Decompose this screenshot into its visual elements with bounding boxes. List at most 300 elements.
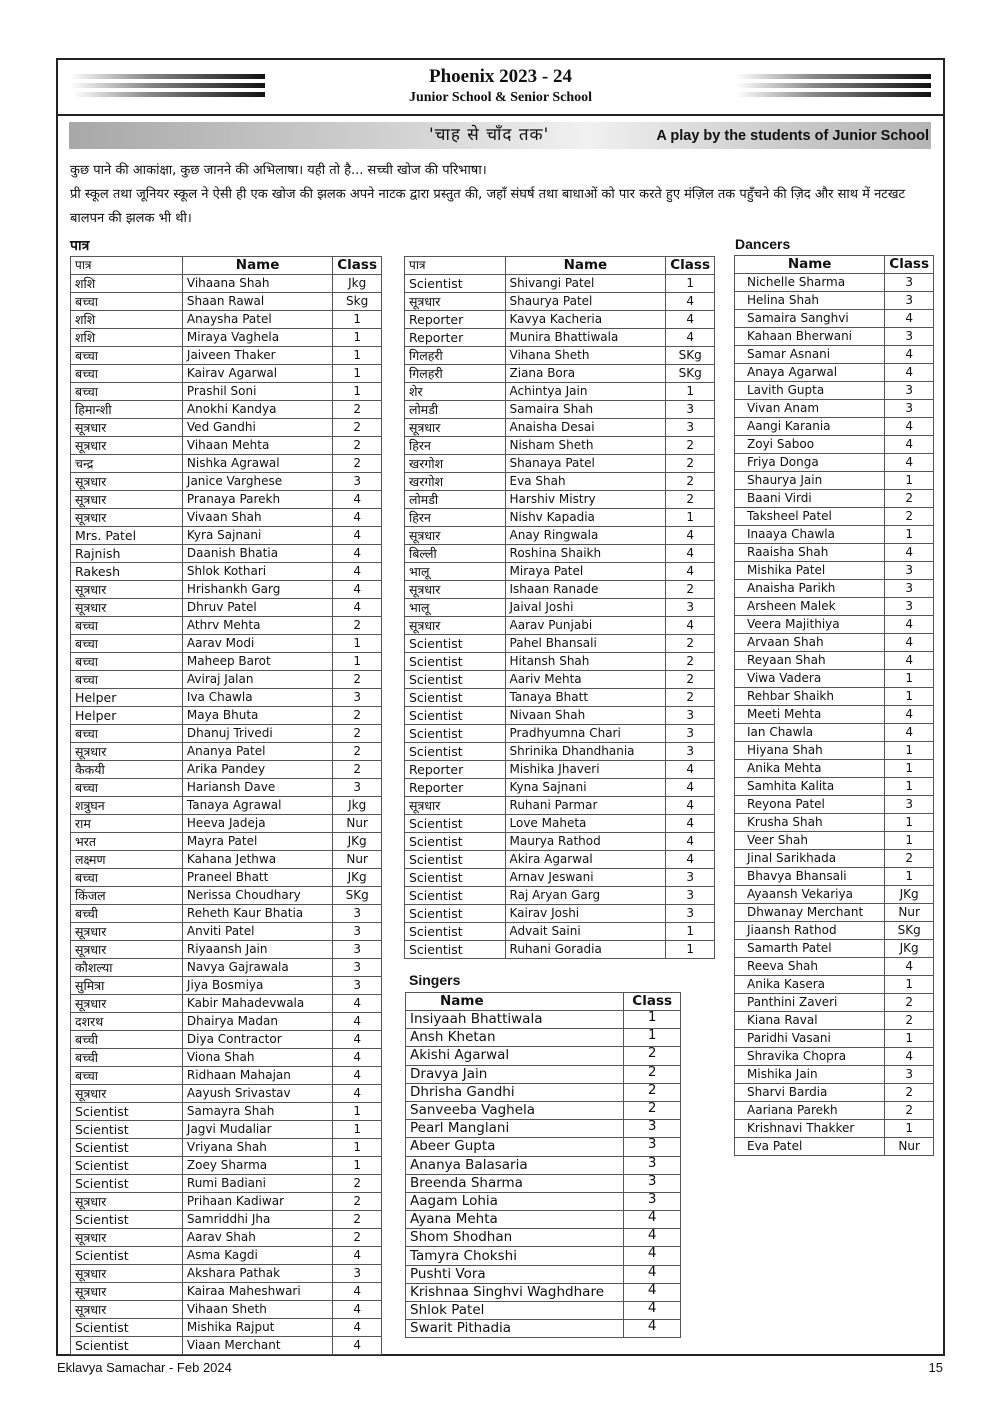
- class-cell: 1: [885, 778, 934, 796]
- class-cell: 2: [624, 1083, 681, 1101]
- table-row: [735, 760, 934, 778]
- role-cell: Scientist: [405, 275, 506, 293]
- table-row: [71, 851, 382, 869]
- table-row: [406, 1011, 681, 1029]
- class-cell: 3: [624, 1138, 681, 1156]
- name-cell: Kyra Sajnani: [182, 527, 332, 545]
- class-cell: 4: [885, 544, 934, 562]
- dancers-section-label: Dancers: [735, 236, 791, 252]
- name-cell: Nerissa Choudhary: [182, 887, 332, 905]
- class-cell: SKg: [666, 365, 715, 383]
- name-cell: Shaurya Patel: [505, 293, 666, 311]
- table-row: [71, 401, 382, 419]
- play-title: 'चाह से चाँद तक': [429, 125, 550, 145]
- name-cell: Samriddhi Jha: [182, 1211, 332, 1229]
- table-row: [71, 293, 382, 311]
- name-cell: Kairav Joshi: [505, 905, 666, 923]
- class-cell: 1: [333, 329, 382, 347]
- class-cell: 4: [885, 364, 934, 382]
- name-cell: Dhwanay Merchant: [735, 904, 885, 922]
- table-row: [405, 689, 715, 707]
- name-cell: Jiya Bosmiya: [182, 977, 332, 995]
- table-row: [405, 653, 715, 671]
- table-row: [735, 328, 934, 346]
- class-cell: 4: [333, 1067, 382, 1085]
- class-cell: 4: [885, 958, 934, 976]
- table-row: [71, 1301, 382, 1319]
- table-row: [71, 455, 382, 473]
- role-cell: सुमित्रा: [71, 977, 183, 995]
- role-cell: सूत्रधार: [71, 491, 183, 509]
- name-cell: Riyaansh Jain: [182, 941, 332, 959]
- name-cell: Kahaan Bherwani: [735, 328, 885, 346]
- class-cell: 4: [885, 724, 934, 742]
- name-cell: Reyona Patel: [735, 796, 885, 814]
- table-row: [735, 436, 934, 454]
- table-row: [735, 400, 934, 418]
- table-row: [71, 1085, 382, 1103]
- table-row: [405, 455, 715, 473]
- class-cell: JKg: [333, 869, 382, 887]
- table-row: [406, 1065, 681, 1083]
- class-cell: 1: [333, 635, 382, 653]
- class-cell: 4: [333, 491, 382, 509]
- role-cell: Scientist: [405, 941, 506, 959]
- table-row: [71, 761, 382, 779]
- name-cell: Prihaan Kadiwar: [182, 1193, 332, 1211]
- table-row: [71, 725, 382, 743]
- table-row: [735, 364, 934, 382]
- table-row: [71, 473, 382, 491]
- name-cell: Meeti Mehta: [735, 706, 885, 724]
- name-cell: Janice Varghese: [182, 473, 332, 491]
- name-cell: Mayra Patel: [182, 833, 332, 851]
- name-cell: Maheep Barot: [182, 653, 332, 671]
- class-cell: 4: [333, 527, 382, 545]
- name-cell: Shom Shodhan: [406, 1229, 624, 1247]
- name-cell: Ian Chawla: [735, 724, 885, 742]
- class-cell: 3: [624, 1156, 681, 1174]
- role-cell: शशि: [71, 275, 183, 293]
- class-cell: 3: [624, 1192, 681, 1210]
- role-header: पात्र: [405, 257, 506, 275]
- name-cell: Pearl Manglani: [406, 1120, 624, 1138]
- table-row: [405, 509, 715, 527]
- class-cell: 4: [333, 1337, 382, 1355]
- role-cell: Scientist: [405, 671, 506, 689]
- name-cell: Anviti Patel: [182, 923, 332, 941]
- role-cell: Reporter: [405, 311, 506, 329]
- role-cell: Scientist: [71, 1175, 183, 1193]
- class-cell: 4: [333, 1247, 382, 1265]
- class-cell: 4: [333, 1013, 382, 1031]
- table-row: [406, 1083, 681, 1101]
- class-cell: 4: [333, 545, 382, 563]
- table-row: [71, 1247, 382, 1265]
- name-cell: Samaira Shah: [505, 401, 666, 419]
- class-cell: 2: [666, 653, 715, 671]
- name-cell: Anaisha Parikh: [735, 580, 885, 598]
- class-cell: 4: [666, 527, 715, 545]
- table-row: [405, 365, 715, 383]
- table-row: [405, 311, 715, 329]
- class-cell: 4: [666, 779, 715, 797]
- name-cell: Raaisha Shah: [735, 544, 885, 562]
- table-row: [735, 544, 934, 562]
- role-cell: लोमडी: [405, 491, 506, 509]
- role-cell: कौशल्या: [71, 959, 183, 977]
- role-cell: Scientist: [405, 851, 506, 869]
- name-cell: Kiana Raval: [735, 1012, 885, 1030]
- name-cell: Jaiveen Thaker: [182, 347, 332, 365]
- class-cell: 2: [333, 743, 382, 761]
- class-cell: 4: [885, 652, 934, 670]
- class-cell: 2: [333, 761, 382, 779]
- name-cell: Anaysha Patel: [182, 311, 332, 329]
- class-cell: 4: [333, 599, 382, 617]
- class-cell: 4: [333, 1031, 382, 1049]
- name-cell: Aangi Karania: [735, 418, 885, 436]
- role-cell: गिलहरी: [405, 365, 506, 383]
- class-cell: 4: [624, 1247, 681, 1265]
- class-cell: 2: [624, 1065, 681, 1083]
- class-cell: 4: [666, 293, 715, 311]
- role-cell: बिल्ली: [405, 545, 506, 563]
- table-row: [735, 490, 934, 508]
- table-row: [735, 742, 934, 760]
- class-cell: 1: [885, 760, 934, 778]
- class-cell: 4: [624, 1320, 681, 1338]
- name-cell: Ruhani Goradia: [505, 941, 666, 959]
- table-row: [71, 545, 382, 563]
- role-cell: सूत्रधार: [71, 995, 183, 1013]
- table-row: [735, 976, 934, 994]
- table-row: [406, 1120, 681, 1138]
- name-cell: Nishv Kapadia: [505, 509, 666, 527]
- class-cell: 4: [885, 310, 934, 328]
- name-cell: Insiyaah Bhattiwala: [406, 1011, 624, 1029]
- class-cell: Nur: [333, 851, 382, 869]
- name-cell: Kahana Jethwa: [182, 851, 332, 869]
- name-cell: Arnav Jeswani: [505, 869, 666, 887]
- class-cell: 4: [333, 995, 382, 1013]
- table-row: [735, 562, 934, 580]
- class-cell: SKg: [333, 887, 382, 905]
- table-row: [406, 1174, 681, 1192]
- class-cell: 1: [666, 923, 715, 941]
- role-cell: बच्चा: [71, 1067, 183, 1085]
- name-cell: Samhita Kalita: [735, 778, 885, 796]
- name-cell: Shrinika Dhandhania: [505, 743, 666, 761]
- role-cell: Scientist: [71, 1319, 183, 1337]
- class-cell: 2: [666, 671, 715, 689]
- role-cell: सूत्रधार: [405, 419, 506, 437]
- table-row: [405, 833, 715, 851]
- singers-table-body: [406, 1011, 681, 1338]
- class-cell: 3: [885, 796, 934, 814]
- role-cell: सूत्रधार: [71, 419, 183, 437]
- class-cell: 4: [333, 1085, 382, 1103]
- role-cell: हिमान्शी: [71, 401, 183, 419]
- table-row: [735, 382, 934, 400]
- name-header: Name: [505, 257, 666, 275]
- role-cell: बच्चा: [71, 725, 183, 743]
- class-cell: 1: [885, 472, 934, 490]
- class-cell: 3: [666, 887, 715, 905]
- table-row: [735, 868, 934, 886]
- table-row: [735, 274, 934, 292]
- table-row: [71, 563, 382, 581]
- class-cell: 4: [333, 1319, 382, 1337]
- cast-section-label: पात्र: [70, 237, 90, 253]
- role-cell: Rajnish: [71, 545, 183, 563]
- name-cell: Vivan Anam: [735, 400, 885, 418]
- table-row: [71, 689, 382, 707]
- table-row: [71, 581, 382, 599]
- name-cell: Aagam Lohia: [406, 1192, 624, 1210]
- name-cell: Paridhi Vasani: [735, 1030, 885, 1048]
- name-cell: Asma Kagdi: [182, 1247, 332, 1265]
- name-cell: Vriyana Shah: [182, 1139, 332, 1157]
- class-cell: 4: [885, 346, 934, 364]
- class-cell: 1: [333, 1121, 382, 1139]
- role-cell: Scientist: [405, 833, 506, 851]
- table-row: [406, 1229, 681, 1247]
- name-cell: Lavith Gupta: [735, 382, 885, 400]
- class-cell: 4: [885, 1048, 934, 1066]
- class-cell: 3: [666, 707, 715, 725]
- class-cell: 2: [333, 671, 382, 689]
- name-cell: Baani Virdi: [735, 490, 885, 508]
- name-cell: Viwa Vadera: [735, 670, 885, 688]
- name-cell: Nivaan Shah: [505, 707, 666, 725]
- table-row: [735, 310, 934, 328]
- class-cell: 1: [885, 526, 934, 544]
- role-cell: Scientist: [71, 1157, 183, 1175]
- table-row: [405, 599, 715, 617]
- table-row: [735, 1012, 934, 1030]
- name-cell: Samaira Sanghvi: [735, 310, 885, 328]
- table-row: [71, 833, 382, 851]
- table-row: [71, 491, 382, 509]
- name-cell: Maurya Rathod: [505, 833, 666, 851]
- role-header: पात्र: [71, 257, 183, 275]
- role-cell: हिरन: [405, 509, 506, 527]
- role-cell: Scientist: [405, 653, 506, 671]
- class-cell: 1: [666, 275, 715, 293]
- role-cell: सूत्रधार: [71, 1265, 183, 1283]
- name-header: Name: [735, 256, 885, 274]
- class-cell: 4: [885, 616, 934, 634]
- table-row: [71, 959, 382, 977]
- name-cell: Akira Agarwal: [505, 851, 666, 869]
- role-cell: बच्ची: [71, 1031, 183, 1049]
- role-cell: राम: [71, 815, 183, 833]
- role-cell: सूत्रधार: [71, 509, 183, 527]
- name-cell: Shlok Kothari: [182, 563, 332, 581]
- class-header: Class: [333, 257, 382, 275]
- class-cell: 2: [333, 437, 382, 455]
- name-cell: Nisham Sheth: [505, 437, 666, 455]
- table-row: [405, 329, 715, 347]
- name-cell: Raj Aryan Garg: [505, 887, 666, 905]
- role-cell: लोमडी: [405, 401, 506, 419]
- name-cell: Aarav Modi: [182, 635, 332, 653]
- magazine-title: Phoenix 2023 - 24: [428, 66, 573, 87]
- class-cell: 2: [666, 437, 715, 455]
- table-row: [71, 815, 382, 833]
- table-row: [735, 814, 934, 832]
- name-cell: Eva Shah: [505, 473, 666, 491]
- role-cell: खरगोश: [405, 473, 506, 491]
- class-cell: 3: [333, 689, 382, 707]
- role-cell: शशि: [71, 329, 183, 347]
- role-cell: Scientist: [405, 635, 506, 653]
- role-cell: सूत्रधार: [71, 743, 183, 761]
- table-row: [71, 653, 382, 671]
- dancers-table-body: [735, 274, 934, 1156]
- class-cell: 1: [885, 868, 934, 886]
- role-cell: सूत्रधार: [71, 923, 183, 941]
- class-cell: 3: [666, 419, 715, 437]
- role-cell: सूत्रधार: [71, 437, 183, 455]
- table-row: [735, 688, 934, 706]
- role-cell: Scientist: [405, 743, 506, 761]
- role-cell: सूत्रधार: [71, 473, 183, 491]
- table-row: [71, 1049, 382, 1067]
- name-cell: Inaaya Chawla: [735, 526, 885, 544]
- name-cell: Hitansh Shah: [505, 653, 666, 671]
- name-cell: Krishnavi Thakker: [735, 1120, 885, 1138]
- table-row: [406, 1302, 681, 1320]
- intro-line-1: कुछ पाने की आकांक्षा, कुछ जानने की अभिलाषा। यही तो है... सच्ची खोज की परिभाषा।: [70, 163, 487, 178]
- role-cell: Scientist: [405, 923, 506, 941]
- role-cell: Mrs. Patel: [71, 527, 183, 545]
- class-cell: 2: [666, 581, 715, 599]
- class-cell: 4: [624, 1283, 681, 1301]
- role-cell: सूत्रधार: [71, 1229, 183, 1247]
- class-cell: 3: [333, 473, 382, 491]
- name-cell: Samar Asnani: [735, 346, 885, 364]
- table-row: [71, 275, 382, 293]
- table-row: [405, 635, 715, 653]
- table-row: [405, 869, 715, 887]
- table-row: [405, 887, 715, 905]
- name-cell: Aviraj Jalan: [182, 671, 332, 689]
- class-cell: 3: [333, 923, 382, 941]
- role-cell: Reporter: [405, 329, 506, 347]
- table-row: [71, 527, 382, 545]
- class-cell: 4: [666, 545, 715, 563]
- class-cell: 2: [885, 1012, 934, 1030]
- role-cell: किंजल: [71, 887, 183, 905]
- class-cell: 4: [333, 1283, 382, 1301]
- class-cell: JKg: [885, 886, 934, 904]
- table-row: [735, 1138, 934, 1156]
- role-cell: Scientist: [71, 1247, 183, 1265]
- class-cell: 1: [666, 509, 715, 527]
- table-row: [735, 508, 934, 526]
- class-cell: 3: [624, 1174, 681, 1192]
- class-cell: 4: [333, 1301, 382, 1319]
- name-cell: Anika Kasera: [735, 976, 885, 994]
- name-cell: Love Maheta: [505, 815, 666, 833]
- role-cell: शेर: [405, 383, 506, 401]
- class-cell: JKg: [885, 940, 934, 958]
- decorative-bars-right: [736, 74, 931, 101]
- name-cell: Diya Contractor: [182, 1031, 332, 1049]
- class-cell: 4: [333, 509, 382, 527]
- name-cell: Rehbar Shaikh: [735, 688, 885, 706]
- class-cell: 4: [666, 815, 715, 833]
- class-cell: 2: [333, 401, 382, 419]
- table-row: [735, 580, 934, 598]
- class-cell: 2: [333, 455, 382, 473]
- class-cell: 3: [666, 401, 715, 419]
- name-cell: Kabir Mahadevwala: [182, 995, 332, 1013]
- table-row: [71, 869, 382, 887]
- name-cell: Bhavya Bhansali: [735, 868, 885, 886]
- table-row: [71, 1139, 382, 1157]
- table-row: [405, 779, 715, 797]
- table-row: [71, 1265, 382, 1283]
- name-cell: Aarav Shah: [182, 1229, 332, 1247]
- page-frame: [56, 58, 945, 1356]
- name-cell: Dhanuj Trivedi: [182, 725, 332, 743]
- role-cell: शत्रुघन: [71, 797, 183, 815]
- name-cell: Krishnaa Singhvi Waghdhare: [406, 1283, 624, 1301]
- table-row: [735, 1048, 934, 1066]
- table-row: [71, 347, 382, 365]
- table-header-row: [735, 256, 934, 274]
- table-row: [735, 958, 934, 976]
- table-header-row: [71, 257, 382, 275]
- table-row: [735, 1066, 934, 1084]
- class-cell: 2: [624, 1047, 681, 1065]
- role-cell: गिलहरी: [405, 347, 506, 365]
- table-row: [735, 526, 934, 544]
- role-cell: भरत: [71, 833, 183, 851]
- name-cell: Ved Gandhi: [182, 419, 332, 437]
- name-cell: Jagvi Mudaliar: [182, 1121, 332, 1139]
- name-cell: Nishka Agrawal: [182, 455, 332, 473]
- table-row: [71, 977, 382, 995]
- role-cell: Scientist: [405, 887, 506, 905]
- name-cell: Anaisha Desai: [505, 419, 666, 437]
- role-cell: बच्चा: [71, 347, 183, 365]
- name-cell: Mishika Rajput: [182, 1319, 332, 1337]
- dancers-table: [734, 255, 934, 1156]
- class-cell: 4: [666, 329, 715, 347]
- class-cell: 2: [666, 473, 715, 491]
- table-row: [71, 1283, 382, 1301]
- role-cell: बच्ची: [71, 1049, 183, 1067]
- intro-line-2: प्री स्कूल तथा जूनियर स्कूल ने ऐसी ही एक खोज की झलक अपने नाटक द्वारा प्रस्तुत की, जहाँ संघर्ष तथा बाधाओं को पार करते हुए मंज़िल तक पहुँचने की ज़िद और साथ में नटखट बालपन की झलक भी थी।: [70, 187, 906, 226]
- table-row: [71, 509, 382, 527]
- class-cell: 3: [885, 598, 934, 616]
- name-cell: Daanish Bhatia: [182, 545, 332, 563]
- table-row: [406, 1047, 681, 1065]
- class-cell: 2: [885, 994, 934, 1012]
- table-row: [406, 1156, 681, 1174]
- name-cell: Aariv Mehta: [505, 671, 666, 689]
- role-cell: भालू: [405, 599, 506, 617]
- page-header: [58, 60, 943, 116]
- class-cell: 2: [666, 455, 715, 473]
- table-row: [71, 1121, 382, 1139]
- article-banner: [69, 122, 931, 149]
- table-row: [405, 527, 715, 545]
